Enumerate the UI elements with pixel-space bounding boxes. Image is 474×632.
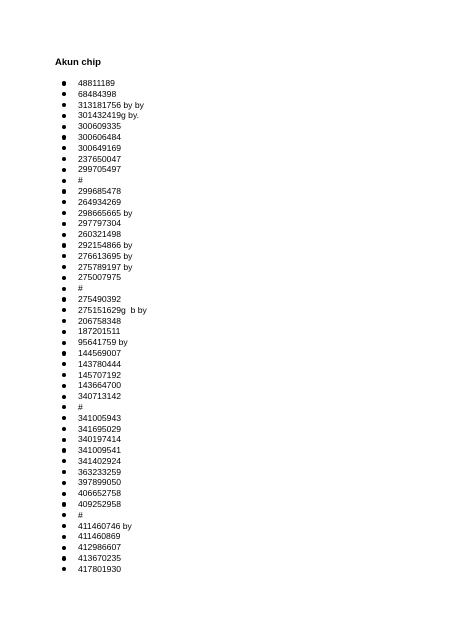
bullet-icon — [62, 470, 66, 474]
bullet-icon — [62, 330, 66, 334]
bullet-icon — [62, 168, 66, 172]
list-item-text: 341009541 — [78, 445, 122, 456]
bullet-icon — [62, 287, 66, 291]
bullet-icon — [62, 351, 66, 355]
bullet-icon — [62, 341, 66, 345]
list-item-text: 275151629g b by — [78, 304, 147, 315]
bullet-icon — [62, 502, 66, 506]
list-item-text: 48811189 — [78, 78, 115, 88]
bullet-icon — [62, 524, 66, 528]
bullet-icon — [62, 179, 66, 183]
list-item-text: 275789197 by — [78, 261, 133, 272]
bullet-icon — [62, 513, 66, 517]
bullet-icon — [62, 200, 66, 204]
bullet-icon — [62, 448, 66, 452]
bullet-icon — [62, 233, 66, 237]
list-item-text: 300649169 — [78, 142, 122, 153]
list-item-text: 298665665 by — [78, 207, 133, 218]
list-item-text: 260321498 — [78, 229, 122, 240]
document-title: Akun chip — [55, 57, 101, 68]
list-item-text: 292154866 by — [78, 239, 133, 250]
list-item-text: 340713142 — [78, 391, 122, 402]
bullet-icon — [62, 405, 66, 409]
list-item-text: 299685478 — [78, 185, 122, 196]
list-item-text: 275490392 — [78, 293, 122, 304]
list-item-text: 264934269 — [78, 196, 122, 207]
bullet-icon — [62, 114, 66, 118]
list-item-text: 411460746 by — [78, 520, 132, 531]
bullet-icon — [62, 103, 66, 107]
list-item-text: 341402924 — [78, 455, 122, 466]
list-item-text: 300609335 — [78, 121, 122, 132]
list-item-text: 145707192 — [78, 369, 122, 380]
bullet-icon — [62, 297, 66, 301]
bullet-icon — [62, 459, 66, 463]
list-item-text: # — [78, 509, 83, 520]
list-item-text: 412986607 — [78, 542, 122, 553]
list-item-text: 417801930 — [78, 563, 122, 574]
list-item-text: 409252958 — [78, 499, 122, 510]
bullet-icon — [62, 384, 66, 388]
bullet-icon — [62, 438, 66, 442]
bullet-icon — [62, 254, 66, 258]
list-item-text: 340197414 — [78, 434, 122, 445]
list-item-text: 206758348 — [78, 315, 122, 326]
list-item-text: 144569007 — [78, 347, 122, 358]
list-item-text: 397899050 — [78, 477, 122, 488]
bullet-icon — [62, 146, 66, 150]
list-item-text: 413670235 — [78, 553, 122, 564]
bullet-icon — [62, 427, 66, 431]
bullet-icon — [62, 308, 66, 312]
bullet-icon — [62, 125, 66, 129]
list-item-text: 276613695 by — [78, 250, 133, 261]
bullet-icon — [62, 567, 66, 571]
list-item-text: 411460869 — [78, 531, 121, 542]
bullet-icon — [62, 546, 66, 550]
bullet-icon — [62, 189, 66, 193]
list-item-text: # — [78, 401, 83, 412]
bullet-icon — [62, 157, 66, 161]
bullet-icon — [62, 276, 66, 280]
bullet-icon — [62, 492, 66, 496]
list-item-text: 301432419g by. — [78, 110, 140, 121]
bullet-icon — [62, 556, 66, 560]
list-item-text: # — [78, 175, 83, 186]
bullet-icon — [62, 81, 66, 85]
list-item-text: 237650047 — [78, 153, 122, 164]
bullet-icon — [62, 319, 66, 323]
bullet-icon — [62, 395, 66, 399]
list-item-text: 341005943 — [78, 412, 122, 423]
list-item-text: 313181756 by by — [78, 99, 144, 110]
list-item-text: 68484398 — [78, 88, 117, 99]
bullet-icon — [62, 265, 66, 269]
list-item-text: 300606484 — [78, 131, 122, 142]
list-item-text: 363233259 — [78, 466, 122, 477]
list-item-text: # — [78, 283, 83, 294]
list-item-text: 297797304 — [78, 218, 122, 229]
list-item-text: 341695029 — [78, 423, 122, 434]
bullet-icon — [62, 222, 66, 226]
bullet-icon — [62, 481, 66, 485]
bullet-icon — [62, 92, 66, 96]
bullet-icon — [62, 373, 66, 377]
bullet-icon — [62, 135, 66, 139]
bullet-icon — [62, 243, 66, 247]
list-item-text: 143664700 — [78, 380, 122, 391]
bullet-icon — [62, 416, 66, 420]
bullet-icon — [62, 362, 66, 366]
bullet-icon — [62, 535, 66, 539]
list-item-text: 406652758 — [78, 488, 122, 499]
list-item-text: 275007975 — [78, 272, 122, 283]
list-item-text: 143780444 — [78, 358, 122, 369]
list-item-text: 187201511 — [78, 326, 121, 337]
list-item-text: 299705497 — [78, 164, 122, 175]
bullet-icon — [62, 211, 66, 215]
list-item-text: 95641759 by — [78, 337, 128, 348]
